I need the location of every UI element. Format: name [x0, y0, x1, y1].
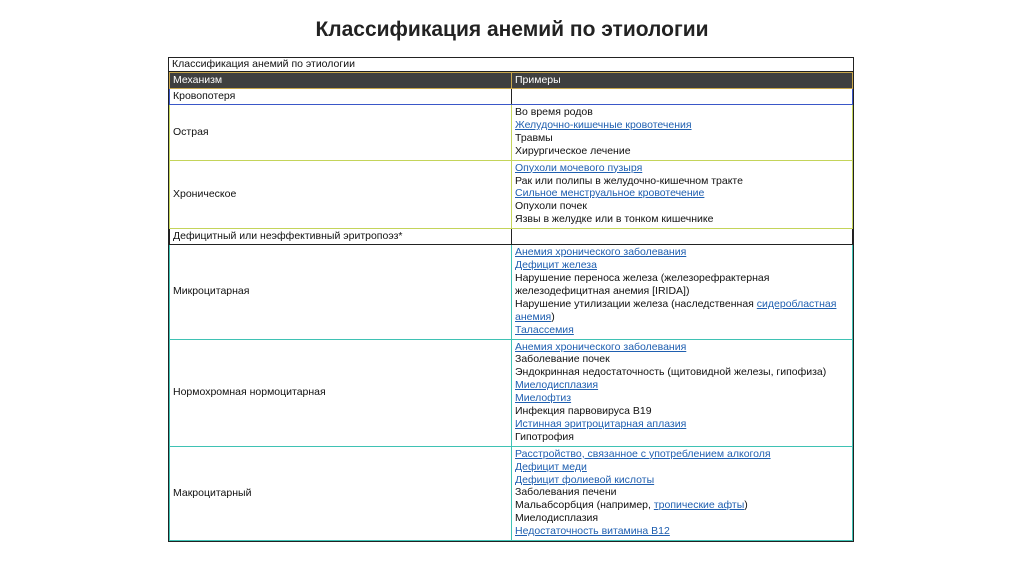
example-text: Язвы в желудке или в тонком кишечнике [515, 213, 714, 226]
example-link[interactable]: Талассемия [515, 323, 574, 336]
table-body [169, 89, 853, 541]
example-line [515, 200, 849, 213]
example-line [515, 405, 849, 418]
section-row [169, 89, 853, 105]
example-line [515, 246, 849, 259]
example-line [515, 474, 849, 487]
examples-cell [512, 245, 852, 338]
mechanism-cell [170, 340, 512, 446]
example-line [515, 431, 849, 444]
table-row [169, 245, 853, 339]
example-text: ) [551, 310, 555, 323]
example-line [515, 418, 849, 431]
section-title: Кровопотеря [170, 89, 512, 104]
example-text: Нарушение переноса железа (железорефрактерная [515, 271, 770, 284]
table-row [169, 105, 853, 161]
example-link[interactable]: Анемия хронического заболевания [515, 340, 687, 353]
example-line [515, 486, 849, 499]
example-link[interactable]: Опухоли мочевого пузыря [515, 161, 643, 174]
example-link[interactable]: анемия [515, 310, 552, 323]
mechanism-label: Хроническое [173, 187, 237, 200]
example-link[interactable]: Недостаточность витамина B12 [515, 525, 670, 538]
mechanism-label: Микроцитарная [173, 285, 250, 298]
example-line [515, 379, 849, 392]
example-text: Заболевания печени [515, 486, 617, 499]
example-link[interactable]: Миелофтиз [515, 392, 572, 405]
example-line [515, 145, 849, 158]
example-link[interactable]: тропические афты [653, 499, 745, 512]
example-link[interactable]: Дефицит фолиевой кислоты [515, 473, 655, 486]
page-title: Классификация анемий по этиологии [315, 18, 709, 41]
example-link[interactable]: Желудочно-кишечные кровотечения [515, 118, 692, 131]
examples-cell [512, 161, 852, 229]
example-line [515, 392, 849, 405]
example-line [515, 461, 849, 474]
table-row [169, 340, 853, 447]
example-link[interactable]: Сильное менструальное кровотечение [515, 187, 705, 200]
example-text: Гипотрофия [515, 430, 574, 443]
example-link[interactable]: сидеробластная [756, 297, 837, 310]
example-text: Рак или полипы в желудочно-кишечном тракте [515, 174, 743, 187]
example-text: Хирургическое лечение [515, 144, 631, 157]
example-line [515, 512, 849, 525]
example-line [515, 259, 849, 272]
example-line [515, 119, 849, 132]
header-mechanism: Механизм [170, 73, 512, 88]
example-text: ) [744, 499, 748, 512]
example-link[interactable]: Анемия хронического заболевания [515, 246, 687, 259]
mechanism-label: Острая [173, 125, 209, 138]
example-line [515, 213, 849, 226]
example-text: Эндокринная недостаточность (щитовидной железы, гипофиза) [515, 366, 827, 379]
section-empty-cell [512, 229, 852, 244]
example-text: Во время родов [515, 106, 593, 118]
anemia-classification-table [168, 57, 854, 542]
example-line [515, 448, 849, 461]
example-line [515, 285, 849, 298]
mechanism-cell [170, 161, 512, 229]
example-link[interactable]: Расстройство, связанное с употреблением алкоголя [515, 447, 771, 460]
example-line [515, 106, 849, 119]
example-link[interactable]: Дефицит меди [515, 460, 587, 473]
example-text: Миелодисплазия [515, 512, 599, 525]
section-empty-cell [512, 89, 852, 104]
example-line [515, 175, 849, 188]
header-examples: Примеры [515, 74, 561, 86]
table-row [169, 447, 853, 541]
mechanism-label: Нормохромная нормоцитарная [173, 386, 326, 399]
example-line [515, 162, 849, 175]
example-line [515, 311, 849, 324]
example-line [515, 272, 849, 285]
example-text: Нарушение утилизации железа (наследственная [515, 297, 757, 310]
example-line [515, 353, 849, 366]
examples-cell [512, 340, 852, 446]
example-line [515, 298, 849, 311]
example-text: Заболевание почек [515, 353, 610, 366]
example-line [515, 187, 849, 200]
mechanism-cell [170, 245, 512, 338]
example-text: Инфекция парвовируса B19 [515, 405, 652, 418]
example-line [515, 499, 849, 512]
example-line [515, 132, 849, 145]
example-text: Травмы [515, 131, 553, 144]
table-row [169, 161, 853, 230]
examples-cell [512, 105, 852, 160]
example-text: Опухоли почек [515, 200, 587, 213]
example-line [515, 324, 849, 337]
example-text: железодефицитная анемия [IRIDA]) [515, 284, 690, 297]
section-row [169, 229, 853, 245]
mechanism-label: Макроцитарный [173, 486, 252, 499]
example-line [515, 525, 849, 538]
table-header-row [169, 72, 853, 89]
section-title: Дефицитный или неэффективный эритропоэз* [170, 229, 512, 244]
examples-cell [512, 447, 852, 540]
example-line [515, 366, 849, 379]
example-link[interactable]: Дефицит железа [515, 259, 597, 272]
example-line [515, 341, 849, 354]
table-caption: Классификация анемий по этиологии [169, 58, 853, 72]
mechanism-cell [170, 105, 512, 160]
mechanism-cell [170, 447, 512, 540]
example-link[interactable]: Миелодисплазия [515, 379, 599, 392]
example-text: Мальабсорбция (например, [515, 499, 654, 512]
example-link[interactable]: Истинная эритроцитарная аплазия [515, 417, 687, 430]
